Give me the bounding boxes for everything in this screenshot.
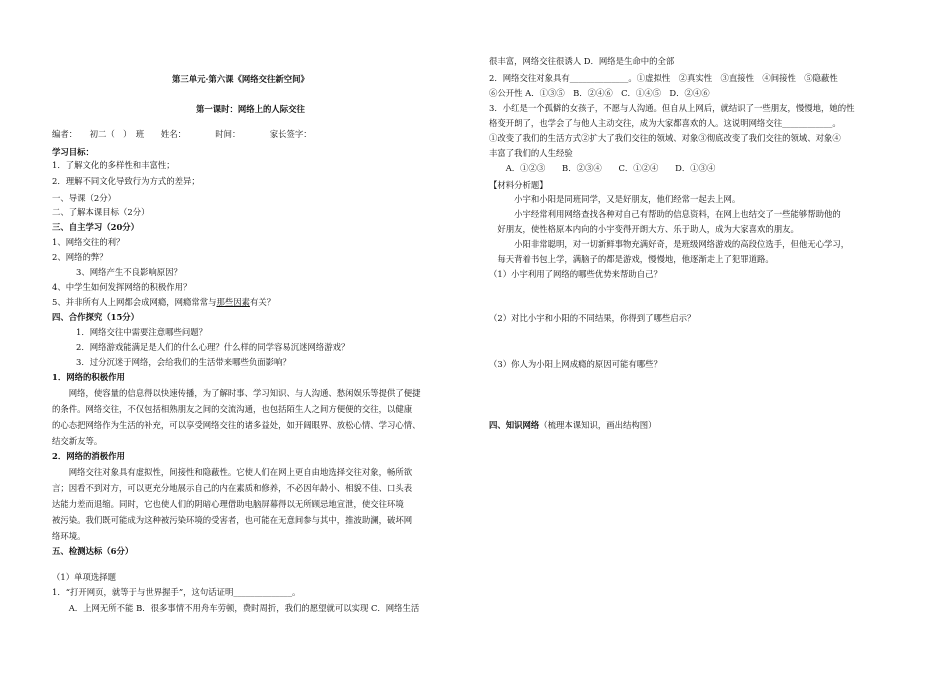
material-line: 小宇经常利用网络查找各种对自己有帮助的信息资料，在网上也结交了一些能够帮助他的 [489,209,841,219]
mc-question-1-continued: 很丰富，网络交往很诱人 D．网络是生命中的全部 [489,56,675,66]
self-study-q5 [52,297,275,308]
mc-question-1-options: A．上网无所不能 B．很多事情不用舟车劳顿，费时周折，我们的愿望就可以实现 C．网络生活 [52,603,420,613]
unit-title: 第三单元·第六课《网络交往新空间》 [172,74,309,84]
q5-after: 有关？ [249,297,276,307]
mc-question-3-line: ①改变了我们的生活方式②扩大了我们交往的领域、对象③彻底改变了我们交往的领域、对象④ [489,133,841,143]
material-line: 好朋友，使性格原本内向的小宇变得开朗大方、乐于助人，成为大家喜欢的朋友。 [489,224,799,234]
self-study-q4: 4、中学生如何发挥网络的积极作用？ [52,282,192,292]
knowledge-network-heading: 四、知识网络 [489,420,540,430]
lesson-title: 第一课时：网络上的人际交往 [196,104,305,114]
know-goals-section: 二、了解本课目标（2分） [52,207,150,217]
goal-1: 1．了解文化的多样性和丰富性； [52,160,175,170]
material-line: 小阳非常聪明，对一切新鲜事物充满好奇，是班级网络游戏的高段位选手，但他无心学习， [489,239,850,249]
mc-question-2-options: ⑥公开性 A．①③⑤ B．②④⑥ C．①④⑤ D．②④⑥ [489,88,710,98]
coop-q1: 1．网络交往中需要注意哪些问题？ [76,327,207,337]
mc-question-2: 2．网络交往对象具有______________。①虚拟性 ②真实性 ③直接性 ④间接性 ⑤隐蔽性 [489,73,838,83]
q5-before: 5、并非所有人上网都会成网瘾，网瘾常常与 [52,297,217,307]
single-choice-label: （1）单项选择题 [52,572,116,582]
mc-question-1: 1．“打开网页，就等于与世界握手”，这句话证明______________。 [52,587,301,597]
self-study-q1: 1、网络交往的利？ [52,237,125,247]
test-heading: 五、检测达标（6分） [52,546,134,556]
mc-question-3-options: A．①②③ B．②③④ C．①②④ D．①③④ [489,163,716,173]
mc-question-3-line: 丰富了我们的人生经验 [489,148,573,158]
knowledge-network [489,420,657,431]
material-question-1: （1）小宇利用了网络的哪些优势来帮助自己？ [489,269,662,279]
negative-line: 被污染。我们既可能成为这种被污染环境的受害者，也可能在无意间参与其中，推波助澜，破坏网 [52,515,413,525]
negative-title: 2．网络的消极作用 [52,451,125,461]
coop-q2: 2．网络游戏能满足是人们的什么心理？什么样的同学容易沉迷网络游戏？ [76,342,350,352]
positive-line: 网络，使容量的信息得以快速传播，为了解时事、学习知识、与人沟通、愁闲娱乐等提供了便捷 [52,388,421,398]
material-question-3: （3）你人为小阳上网成瘾的原因可能有哪些？ [489,359,662,369]
q5-underlined: 那些因素 [216,297,250,307]
self-study-q2: 2、网络的弊？ [52,252,108,262]
positive-title: 1．网络的积极作用 [52,372,125,382]
material-heading: 【材料分析题】 [489,180,548,190]
goals-heading: 学习目标： [52,147,94,157]
self-study-heading: 三、自主学习（20分） [52,222,140,232]
coop-q3: 3．过分沉迷于网络，会给我们的生活带来哪些负面影响？ [76,357,291,367]
negative-line: 达能力差而退缩。同时，它也使人们的阴暗心理借助电脑屏幕得以无所顾忌地宣泄，使交往环境 [52,499,404,509]
knowledge-network-note: （梳理本课知识，画出结构图） [539,420,657,430]
positive-line: 的心态把网络作为生活的补充，可以享受网络交往的诸多益处，如开阔眼界、放松心情、学习心情、 [52,420,421,430]
positive-line: 结交新友等。 [52,436,103,446]
mc-question-3-line: 格变开朗了，也学会了与他人主动交往，成为大家都喜欢的人。这说明网络交往____________。 [489,118,841,128]
info-line: 编者： 初二（ ） 班 姓名： 时间： 家长签字： [52,129,312,139]
negative-line: 网络交往对象具有虚拟性，间接性和隐蔽性。它使人们在网上更自由地选择交往对象，畅所欲 [52,467,413,477]
coop-heading: 四、合作探究（15分） [52,312,140,322]
mc-question-3-line: 3．小红是一个孤僻的女孩子，不愿与人沟通。但自从上网后，就结识了一些朋友，慢慢地，她的性 [489,103,855,113]
self-study-q3: 3、网络产生不良影响原因？ [76,267,182,277]
positive-line: 的条件。网络交往，不仅包括相熟朋友之间的交流沟通，也包括陌生人之间方便便的交往，以健康 [52,404,413,414]
goal-2: 2．理解不同文化导致行为方式的差异； [52,176,200,186]
material-question-2: （2）对比小宇和小阳的不同结果，你得到了哪些启示？ [489,313,696,323]
intro-section: 一、导课（2分） [52,193,116,203]
material-line: 每天背着书包上学，满脑子的都是游戏，慢慢地，他逐渐走上了犯罪道路。 [489,254,774,264]
negative-line: 言；因看不到对方，可以更充分地展示自己的内在素质和修养，不必因年龄小、相貌不佳、口头表 [52,483,413,493]
negative-line: 络环境。 [52,531,86,541]
material-line: 小宇和小阳是同班同学，又是好朋友，他们经常一起去上网。 [489,194,741,204]
